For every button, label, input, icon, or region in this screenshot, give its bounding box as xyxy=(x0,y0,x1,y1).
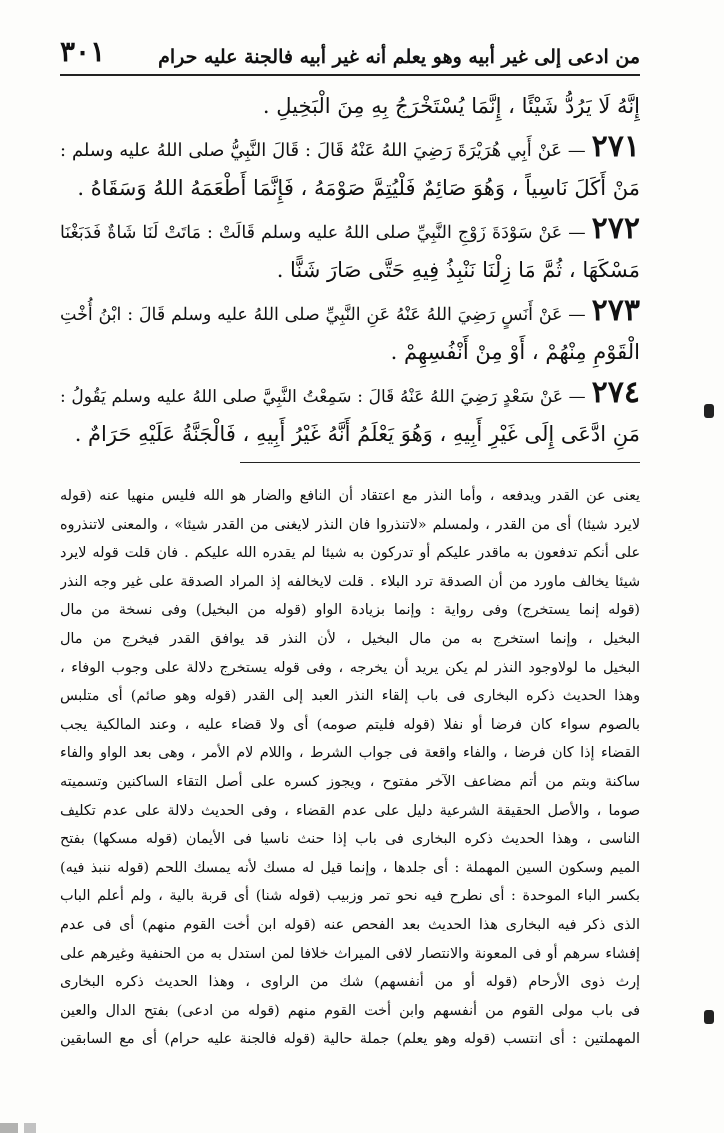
hadith-line xyxy=(60,168,640,209)
commentary-line: صوما ، والأصل الحقيقة الشرعية دليل على عدم القضاء ، وفى الحديث دلالة على عدم تكليف xyxy=(60,802,640,819)
hadith-line-text: — عَنْ أَبِي هُرَيْرَةَ رَضِيَ اللهُ عَنْهُ قَالَ : قَالَ النَّبِيُّ صلى اللهُ عليه وسلم : xyxy=(60,140,586,161)
hadith-line-text: — عَنْ سَعْدٍ رَضِيَ اللهُ عَنْهُ قَالَ : سَمِعْتُ النَّبِيَّ صلى اللهُ عليه وسلم يَقُولُ : xyxy=(60,387,586,407)
commentary-line: بكسر الباء الموحدة : أى نطرح فيه نحو تمر وزبيب (قوله شنا) أى قربة بالية ، ولم أعلم الباب xyxy=(60,888,640,905)
hadith-line-text: إِنَّهُ لَا يَرُدُّ شَيْئًا ، إِنَّمَا يُسْتَخْرَجُ بِهِ مِنَ الْبَخِيلِ . xyxy=(262,94,640,118)
hadith-line-text: مَسْكَهَا ، ثُمَّ مَا زِلْنَا نَنْبِذُ فِيهِ حَتَّى صَارَ شَنًّا . xyxy=(276,258,640,282)
commentary-text xyxy=(60,482,640,1054)
commentary-line: المهملتين : أى انتسب (قوله وهو يعلم) جملة حالية (قوله فالجنة عليه حرام) أى مع السابقين xyxy=(60,1031,640,1048)
hadith-line xyxy=(60,86,640,127)
commentary-line: إفشاء سرهم أو فى المعونة والانتصار لافى الميراث خلافا لمن استدل به من الحنفية وغيرهم على xyxy=(60,945,640,962)
footnote-divider xyxy=(240,462,640,463)
commentary-line: الناسى ، وهذا الحديث ذكره البخارى فى باب إذا حنث ناسيا فى الأيمان (قوله مسكها) بفتح xyxy=(60,831,640,848)
page-number: ٣٠١ xyxy=(60,35,106,68)
hadith-line xyxy=(60,291,640,332)
commentary-line: وهذا الحديث ذكره البخارى فى باب إلقاء النذر العبد إلى القدر (قوله وهو صائم) أى متلبس xyxy=(60,688,640,705)
hadith-line xyxy=(60,414,640,455)
commentary-line: الميم وسكون السين المهملة : أى جلدها ، وإنما قيل له مسك لأنه يمسك اللحم (قوله ننبذ فيه) xyxy=(60,859,640,876)
commentary-line: فى باب مولى القوم من أنفسهم وابن أخت القوم منهم (قوله من ادعى) بفتح الدال والعين xyxy=(60,1002,640,1019)
hadith-text xyxy=(60,86,640,455)
chapter-title: من ادعى إلى غير أبيه وهو يعلم أنه غير أبيه فالجنة عليه حرام xyxy=(158,46,640,68)
hadith-line xyxy=(60,209,640,250)
hadith-line xyxy=(60,250,640,291)
hadith-line-text: الْقَوْمِ مِنْهُمْ ، أَوْ مِنْ أَنْفُسِهِمْ . xyxy=(390,340,640,364)
hadith-line-text: مَنْ أَكَلَ نَاسِياً ، وَهُوَ صَائِمٌ فَلْيُتِمَّ صَوْمَهُ ، فَإِنَّمَا أَطْعَمَهُ اللهُ وَسَقَاهُ . xyxy=(77,176,640,200)
hadith-line xyxy=(60,332,640,373)
hadith-number: ٢٧١ xyxy=(591,129,640,164)
commentary-line: بالصوم سواء كان فرضا أو نفلا (قوله فليتم صومه) أى ولا قضاء عليه ، وعند المالكية يجب xyxy=(60,716,640,733)
hadith-line-text: — عَنْ أَنَسٍ رَضِيَ اللهُ عَنْهُ عَنِ النَّبِيِّ صلى اللهُ عليه وسلم قَالَ : ابْنُ أُخْتِ xyxy=(60,305,586,325)
hadith-line-text: — عَنْ سَوْدَةَ زَوْجِ النَّبِيِّ صلى اللهُ عليه وسلم قَالَتْ : مَاتَتْ لَنَا شَاةٌ فَدَبَغْنَا xyxy=(60,223,586,243)
commentary-line: (قوله إنما يستخرج) وفى رواية : وإنما بزيادة الواو (قوله من البخيل) وفى نسخة من مال xyxy=(60,602,640,619)
margin-mark xyxy=(704,404,714,418)
commentary-line: إرث ذوى الأرحام (قوله أو من أنفسهم) شك من الراوى ، وهذا الحديث ذكره البخارى xyxy=(60,974,640,991)
hadith-line xyxy=(60,373,640,414)
commentary-line: شيئا يخالف ماورد من أن الصدقة ترد البلاء . قلت لايخالفه إذ المراد الصدقة على غير وجه النذر xyxy=(60,573,640,590)
running-header xyxy=(60,30,640,76)
commentary-line: الذى ذكر فيه البخارى هذا الحديث بعد الفحص عنه (قوله ابن أخت القوم منهم) أى فى عدم xyxy=(60,916,640,933)
commentary-line: ساكنة وبتم من أتم مضاعف الآخر مفتوح ، ويجوز كسره على أصل التقاء الساكنين وتسميته xyxy=(60,773,640,790)
commentary-line: البخيل ، وإنما استخرج به من مال البخيل ، لأن النذر قد يوافق القدر فيخرج من مال xyxy=(60,630,640,647)
commentary-line: يعنى عن القدر ويدفعه ، وأما النذر مع اعتقاد أن النافع والضار هو الله فليس منهيا عنه (قوله xyxy=(60,488,640,504)
commentary-line: لايرد شيئا) أى من القدر ، ولمسلم «لاتنذروا فان النذر لايغنى من القدر شيئا» ، والمعنى لاتنذروه xyxy=(60,516,640,533)
hadith-line xyxy=(60,127,640,168)
scan-artifact xyxy=(0,1123,60,1133)
margin-mark xyxy=(704,1010,714,1024)
hadith-line-text: مَنِ ادَّعَى إِلَى غَيْرِ أَبِيهِ ، وَهُوَ يَعْلَمُ أَنَّهُ غَيْرُ أَبِيهِ ، فَالْجَنَّةُ عَلَيْهِ حَرَامٌ . xyxy=(74,422,640,446)
commentary-line: على أنكم تدفعون به ماقدر عليكم أو تدركون به شيئا لم يقدره الله عليكم . فان قلت قوله لايرد xyxy=(60,545,640,562)
hadith-number: ٢٧٤ xyxy=(591,375,640,410)
hadith-number: ٢٧٣ xyxy=(591,293,640,328)
hadith-number: ٢٧٢ xyxy=(591,211,640,246)
commentary-line: القضاء إذا كان فرضا ، والفاء واقعة فى جواب الشرط ، واللام لام الأمر ، وهى بعد الواو والفاء xyxy=(60,745,640,762)
commentary-line: البخيل ما لولاوجود النذر لم يكن يريد أن يخرجه ، وفى قوله يستخرج دلالة على وجوب الوفاء ، xyxy=(60,659,640,676)
